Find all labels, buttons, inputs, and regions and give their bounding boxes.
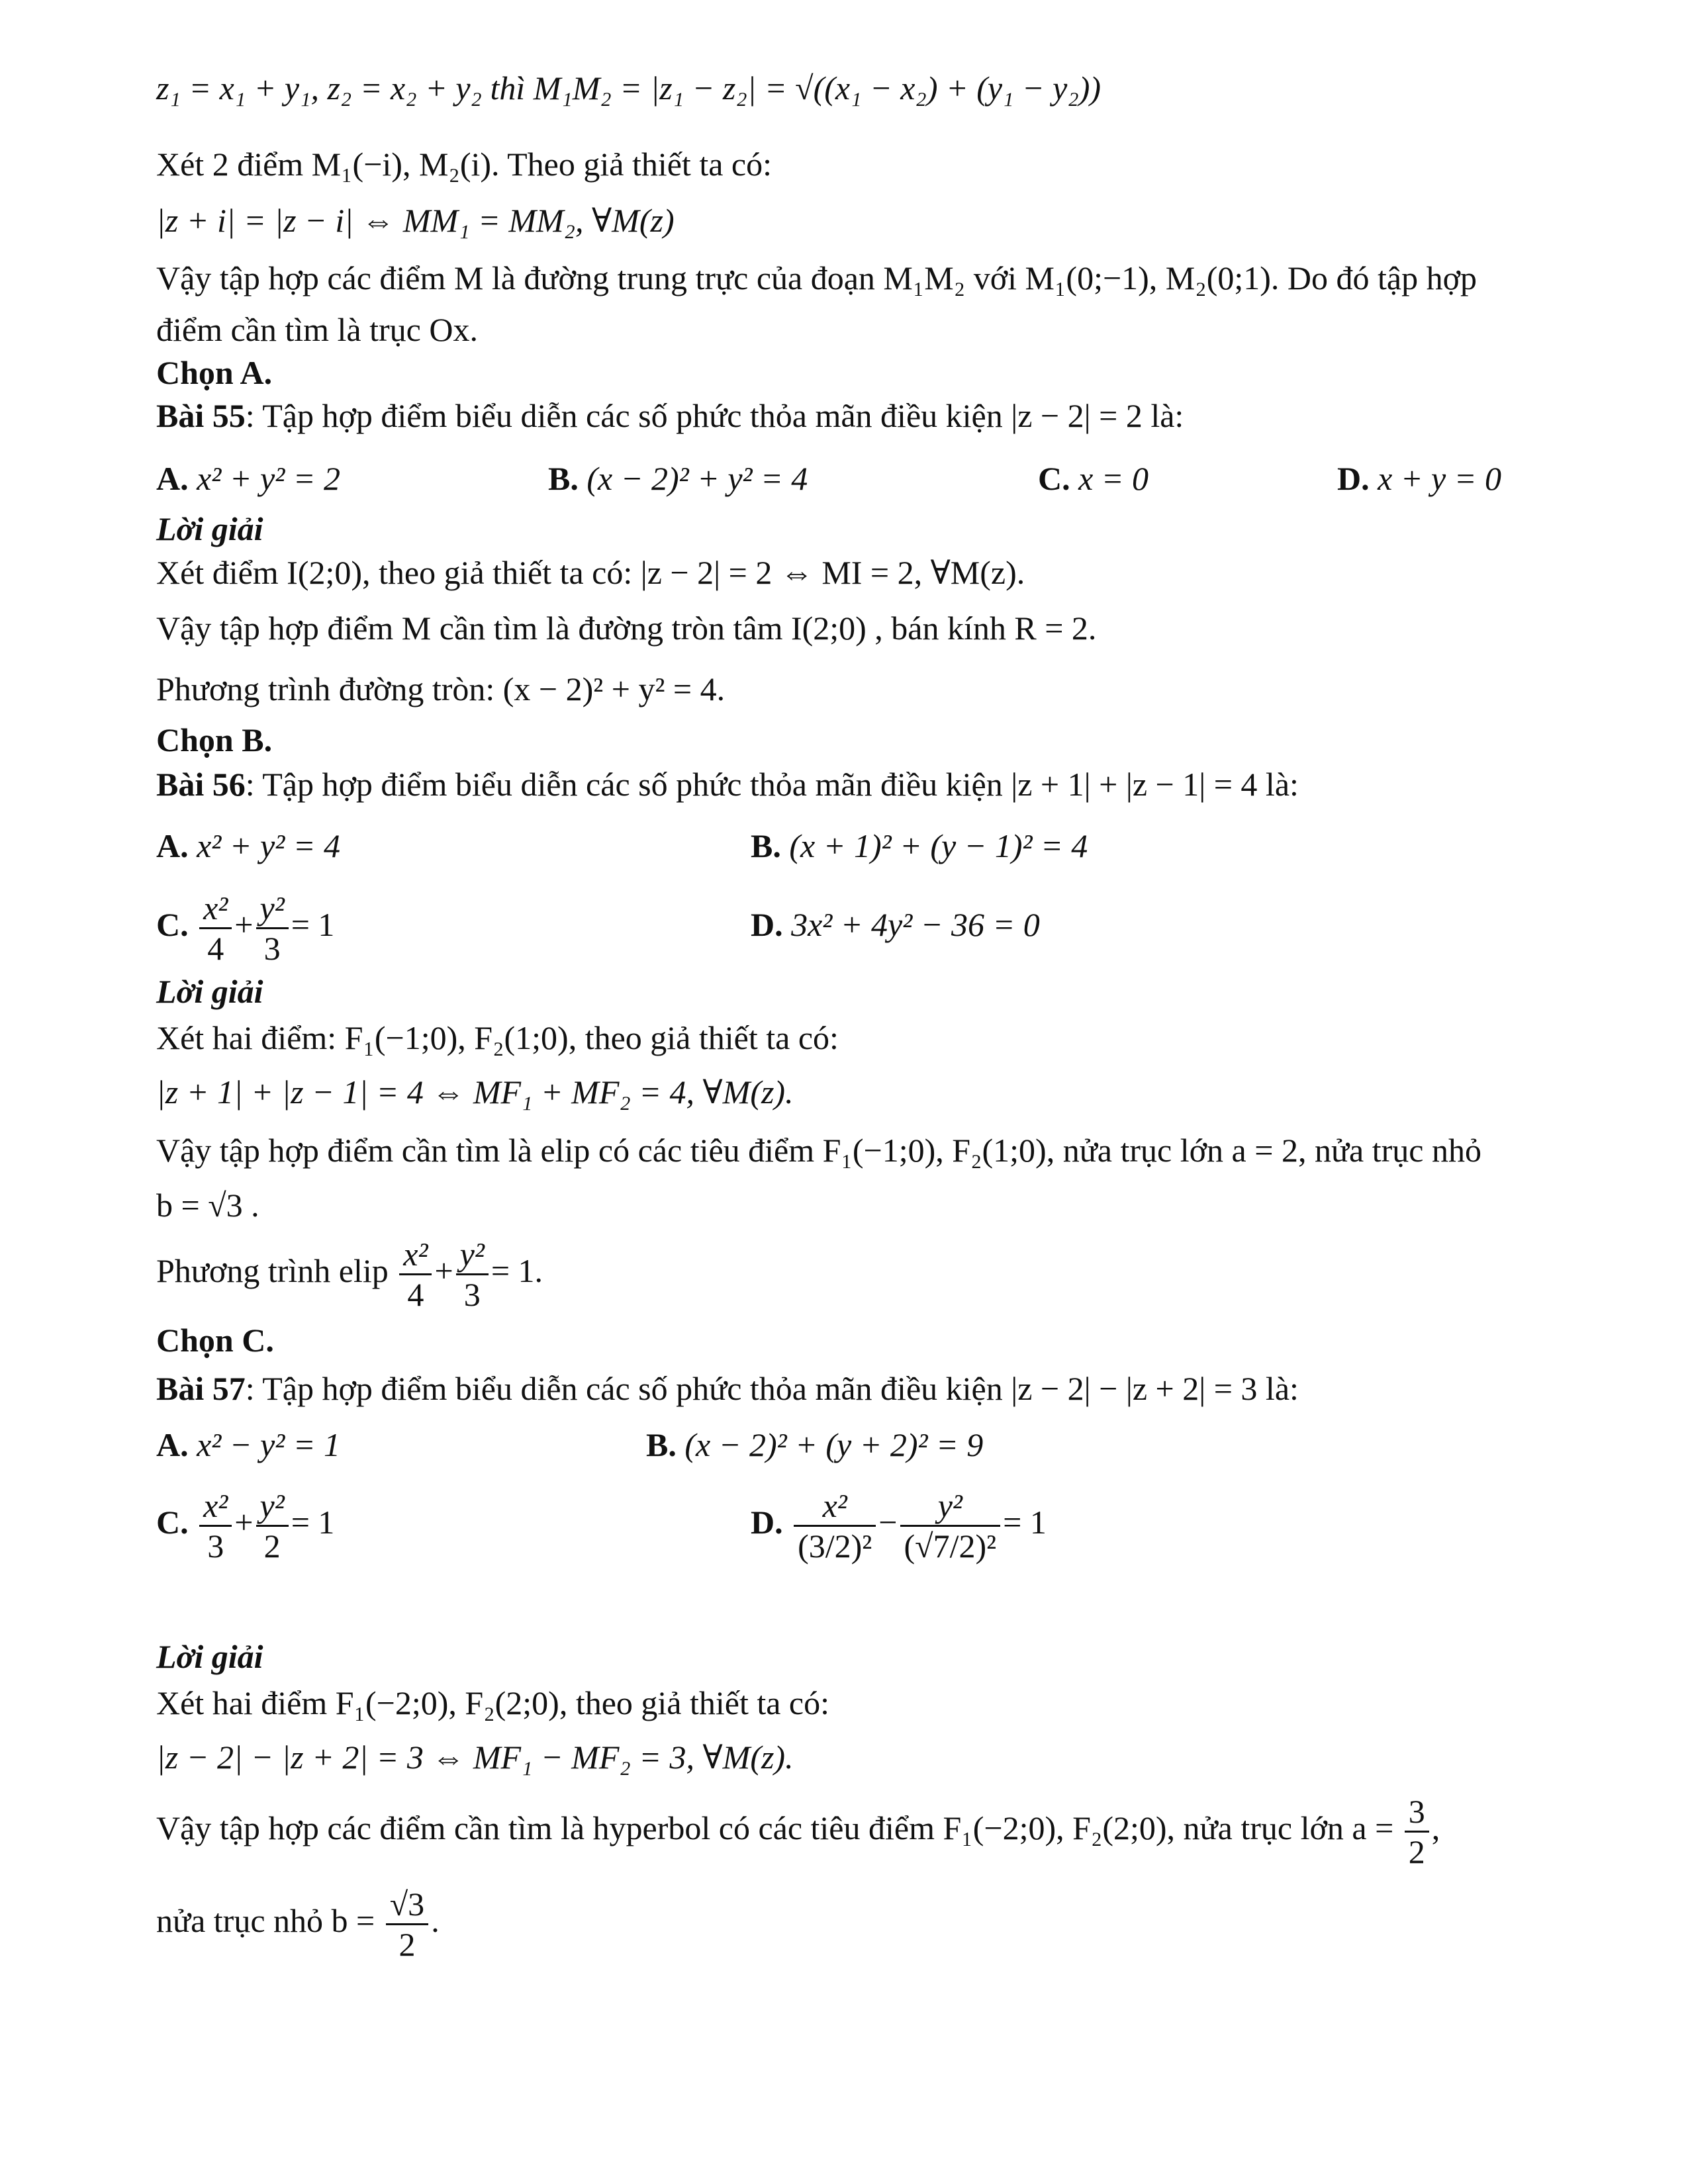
formula-line: |z + 1| + |z − 1| = 4 ⇔ MF₁ + MF₂ = 4, ∀M(z). bbox=[156, 1073, 794, 1111]
answer-choice: Chọn A. bbox=[156, 354, 273, 391]
text-line: Vậy tập hợp điểm cần tìm là elip có các tiêu điểm F₁(−1;0), F₂(1;0), nửa trục lớn a = 2, nửa trục nhỏ bbox=[156, 1132, 1481, 1169]
exercise-label: Bài 57 bbox=[156, 1370, 246, 1407]
fraction: $\frac{\text{y²}}{\text{(√7/2)²}}$ bbox=[900, 1486, 1001, 1565]
option-a: x² − y² = 1 bbox=[197, 1426, 340, 1463]
fraction: $\frac{\text{y²}}{2}$ bbox=[256, 1486, 289, 1565]
ellipse-equation-line: Phương trình elip $\frac{\text{x²}}{4}$ + $\frac{\text{y²}}{3}$ = 1. bbox=[156, 1236, 543, 1314]
formula-line: |z + i| = |z − i| ⇔ MM₁ = MM₂, ∀M(z) bbox=[156, 202, 675, 239]
fraction: $\frac{\text{x²}}{4}$ bbox=[399, 1235, 432, 1314]
fraction: $\frac{√3}{2}$ bbox=[386, 1885, 428, 1964]
option-d: 3x² + 4y² − 36 = 0 bbox=[791, 906, 1040, 943]
exercise-label: Bài 56 bbox=[156, 766, 246, 803]
option-d-label: D. bbox=[751, 1504, 783, 1541]
text-line: b = √3 . bbox=[156, 1187, 259, 1224]
solution-heading: Lời giải bbox=[156, 1638, 263, 1675]
option-b-label: B. bbox=[548, 460, 579, 497]
fraction: $\frac{\text{y²}}{3}$ bbox=[456, 1235, 489, 1314]
text-line: điểm cần tìm là trục Ox. bbox=[156, 311, 478, 348]
exercise-57-title bbox=[156, 1367, 1589, 1410]
minor-axis-line: nửa trục nhỏ b = $\frac{√3}{2}$ . bbox=[156, 1886, 440, 1964]
exercise-label: Bài 55 bbox=[156, 397, 246, 434]
fraction: $\frac{\text{x²}}{3}$ bbox=[199, 1486, 232, 1565]
option-a-label: A. bbox=[156, 460, 189, 497]
option-d-label: D. bbox=[751, 906, 783, 943]
option-a-label: A. bbox=[156, 827, 189, 864]
options-row bbox=[156, 1423, 1589, 1467]
option-c-label: C. bbox=[156, 1504, 189, 1541]
text-line: Vậy tập hợp điểm M cần tìm là đường tròn tâm I(2;0) , bán kính R = 2. bbox=[156, 610, 1097, 647]
exercise-text: : Tập hợp điểm biểu diễn các số phức thỏa mãn điều kiện |z + 1| + |z − 1| = 4 là: bbox=[245, 766, 1299, 803]
solution-heading: Lời giải bbox=[156, 510, 263, 547]
option-d: x + y = 0 bbox=[1378, 460, 1501, 497]
option-c-rest: = 1 bbox=[291, 906, 335, 943]
option-c-label: C. bbox=[156, 906, 189, 943]
text-line: Xét điểm I(2;0), theo giả thiết ta có: |z − 2| = 2 ⇔ MI = 2, ∀M(z). bbox=[156, 554, 1025, 591]
exercise-55-title bbox=[156, 394, 1589, 437]
options-row: C. $\frac{\text{x²}}{3}$ + $\frac{\text{y²}}{2}$ = 1 D. $\frac{\text{x²}}{\text{(3/2)²}}$ − $\frac{\text{y²}}{\text{(√7/2)²}}$ = 1 bbox=[156, 1487, 1047, 1565]
option-c-label: C. bbox=[1038, 460, 1070, 497]
formula-line: |z − 2| − |z + 2| = 3 ⇔ MF₁ − MF₂ = 3, ∀M(z). bbox=[156, 1739, 794, 1776]
fraction: $\frac{\text{x²}}{\text{(3/2)²}}$ bbox=[794, 1486, 876, 1565]
hyperbola-line: Vậy tập hợp các điểm cần tìm là hyperbol có các tiêu điểm F₁(−2;0), F₂(2;0), nửa trục lớn a = $\frac{3}{2}$ , bbox=[156, 1793, 1440, 1871]
option-b: (x + 1)² + (y − 1)² = 4 bbox=[789, 827, 1088, 864]
fraction: $\frac{\text{x²}}{4}$ bbox=[199, 889, 232, 968]
options-row bbox=[156, 824, 1589, 868]
answer-choice: Chọn C. bbox=[156, 1322, 274, 1359]
option-b-label: B. bbox=[646, 1426, 677, 1463]
solution-heading: Lời giải bbox=[156, 973, 263, 1010]
exercise-text: : Tập hợp điểm biểu diễn các số phức thỏa mãn điều kiện |z − 2| − |z + 2| = 3 là: bbox=[245, 1370, 1299, 1407]
option-c: x = 0 bbox=[1078, 460, 1149, 497]
fraction: $\frac{\text{y²}}{3}$ bbox=[256, 889, 289, 968]
text-line: Xét hai điểm: F₁(−1;0), F₂(1;0), theo giả thiết ta có: bbox=[156, 1019, 839, 1056]
option-a: x² + y² = 4 bbox=[197, 827, 340, 864]
fraction: $\frac{3}{2}$ bbox=[1405, 1792, 1429, 1871]
option-a-label: A. bbox=[156, 1426, 189, 1463]
text-line: Xét hai điểm F₁(−2;0), F₂(2;0), theo giả thiết ta có: bbox=[156, 1684, 830, 1721]
option-a: x² + y² = 2 bbox=[197, 460, 340, 497]
exercise-text: : Tập hợp điểm biểu diễn các số phức thỏa mãn điều kiện |z − 2| = 2 là: bbox=[245, 397, 1184, 434]
formula-distance: z₁ = x₁ + y₁, z₂ = x₂ + y₂ thì M₁M₂ = |z₁ − z₂| = √((x₁ − x₂) + (y₁ − y₂)) bbox=[156, 69, 1102, 107]
option-d-label: D. bbox=[1337, 460, 1370, 497]
options-row bbox=[156, 457, 1589, 500]
answer-choice: Chọn B. bbox=[156, 721, 273, 758]
exercise-56-title bbox=[156, 762, 1589, 806]
option-b-label: B. bbox=[751, 827, 781, 864]
option-b: (x − 2)² + y² = 4 bbox=[586, 460, 808, 497]
text-line: Phương trình đường tròn: (x − 2)² + y² = 4. bbox=[156, 670, 726, 707]
text-line: Vậy tập hợp các điểm M là đường trung trực của đoạn M₁M₂ với M₁(0;−1), M₂(0;1). Do đó tập hợp bbox=[156, 259, 1477, 296]
option-b: (x − 2)² + (y + 2)² = 9 bbox=[684, 1426, 984, 1463]
options-row: C. $\frac{\text{x²}}{4}$ + $\frac{\text{y²}}{3}$ = 1 D. 3x² + 4y² − 36 = 0 bbox=[156, 889, 1040, 968]
text-line: Xét 2 điểm M₁(−i), M₂(i). Theo giả thiết ta có: bbox=[156, 146, 772, 183]
